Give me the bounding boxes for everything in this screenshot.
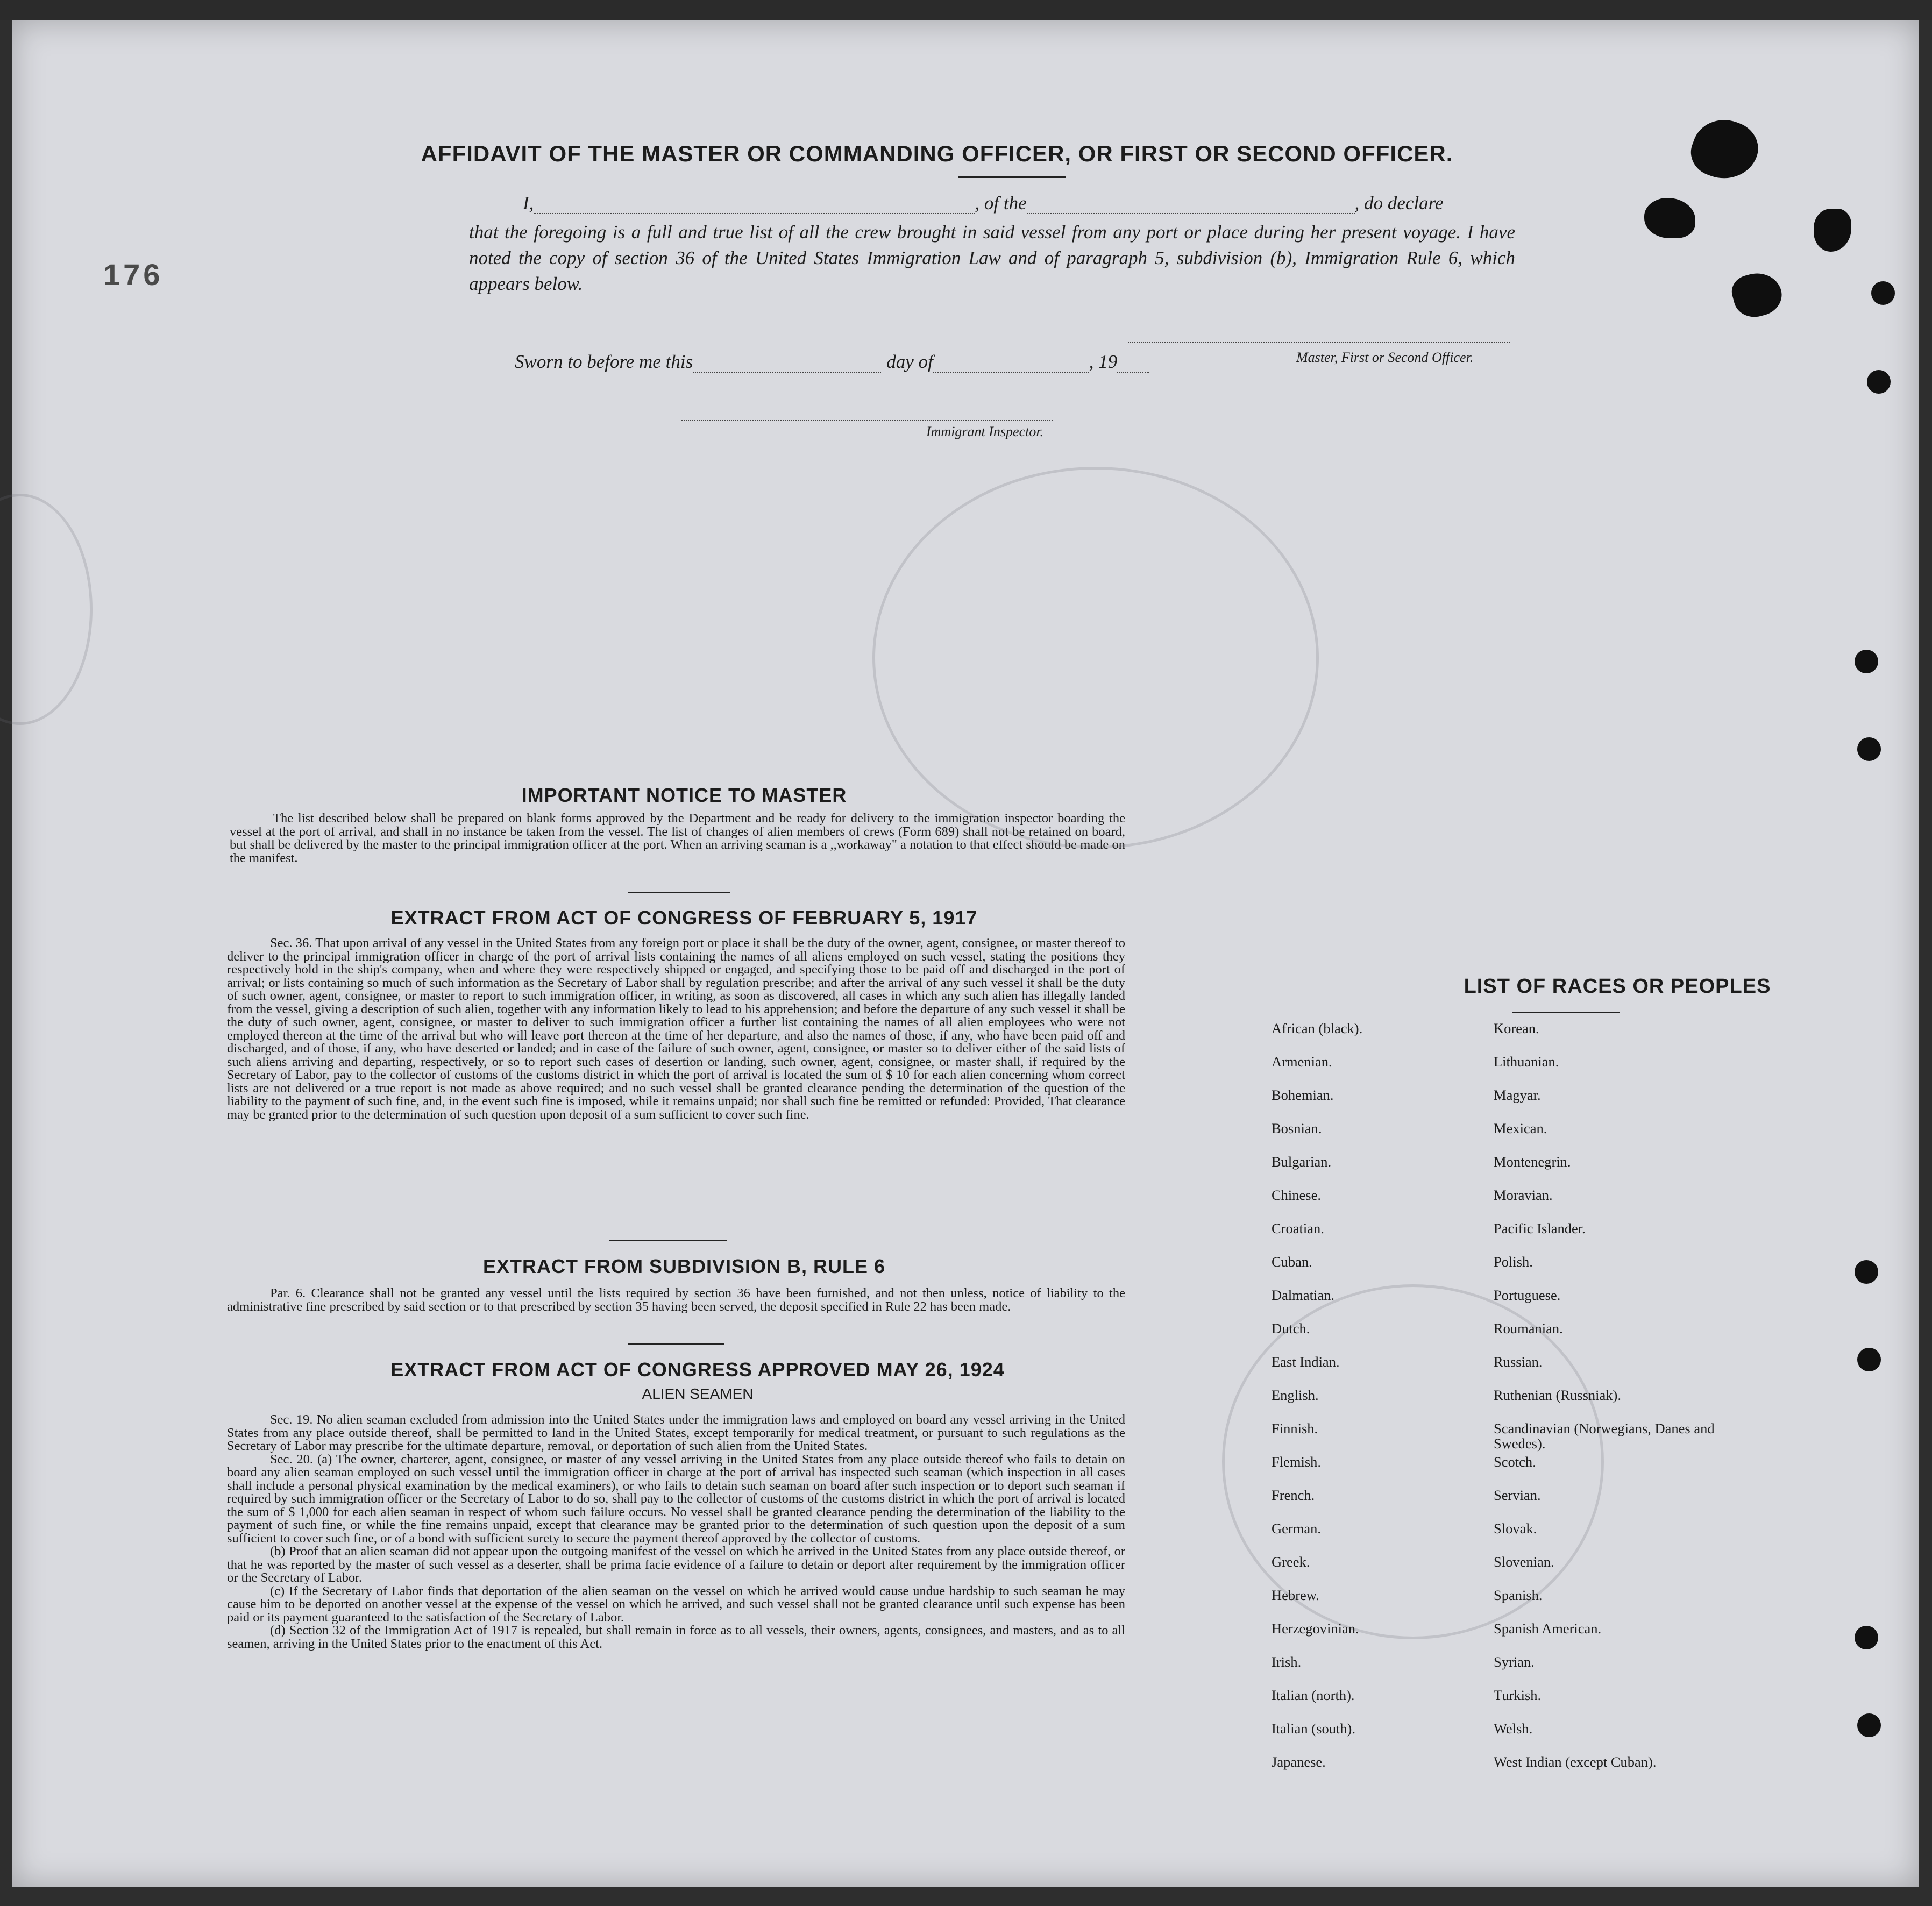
- race-item: Turkish.: [1494, 1687, 1542, 1703]
- race-item: Magyar.: [1494, 1087, 1541, 1103]
- sworn-date-blank[interactable]: [693, 372, 881, 373]
- race-item: Japanese.: [1272, 1754, 1326, 1770]
- scan-top-edge: [0, 0, 1932, 20]
- race-item: Dutch.: [1272, 1320, 1310, 1336]
- name-blank[interactable]: [534, 213, 975, 214]
- signature-line[interactable]: [1128, 322, 1510, 343]
- race-item: Scandinavian (Norwegians, Danes and Swedes).: [1494, 1420, 1715, 1452]
- section-20b-text: (b) Proof that an alien seaman did not appear upon the outgoing manifest of the vessel on which he arrived in the United States from any place outside thereof, or that he was reported by the master of such vessel as a deserter, shall be prima facie evidence of a failure to detain or deport after requirement by the immigration officer or the Secretary of Labor.: [227, 1544, 1125, 1585]
- race-item: Ruthenian (Russniak).: [1494, 1387, 1621, 1403]
- title-divider: [958, 176, 1066, 178]
- bleed-through-seal-left: [0, 494, 93, 725]
- race-item: Irish.: [1272, 1654, 1302, 1670]
- race-item: Korean.: [1494, 1020, 1539, 1036]
- notice-text: The list described below shall be prepared on blank forms approved by the Department and be ready for delivery to the immigration inspector boarding the vessel at the port of arrival, and shall in no instance be taken from the vessel. The list of changes of alien members of crews (Form 689) shall not be retained on board, but shall be delivered by the master to the principal immigration officer at the port. When an arriving seaman is a ,,workaway" a notation to that effect should be made on the manifest.: [230, 811, 1125, 865]
- race-item: Servian.: [1494, 1487, 1541, 1503]
- race-item: Portuguese.: [1494, 1287, 1561, 1303]
- rule-6-title: EXTRACT FROM SUBDIVISION B, RULE 6: [482, 1255, 886, 1277]
- inspector-caption: Immigrant Inspector.: [926, 424, 1044, 439]
- race-item: Bohemian.: [1272, 1087, 1334, 1103]
- race-item: West Indian (except Cuban).: [1494, 1754, 1657, 1770]
- race-item: Slovak.: [1494, 1520, 1537, 1537]
- race-item: Polish.: [1494, 1254, 1533, 1270]
- race-item: Russian.: [1494, 1354, 1543, 1370]
- race-item: Montenegrin.: [1494, 1154, 1571, 1170]
- race-item: Lithuanian.: [1494, 1054, 1559, 1070]
- affidavit-declaration-line: I, , of the , do declare: [523, 193, 1444, 214]
- race-item: Hebrew.: [1272, 1587, 1319, 1603]
- race-item: Italian (south).: [1272, 1720, 1356, 1737]
- race-item: French.: [1272, 1487, 1315, 1503]
- sworn-month-blank[interactable]: [933, 372, 1089, 373]
- race-item: Slovenian.: [1494, 1554, 1554, 1570]
- race-item: Chinese.: [1272, 1187, 1321, 1203]
- section-divider: [628, 892, 730, 893]
- race-item: English.: [1272, 1387, 1319, 1403]
- races-divider: [1512, 1012, 1620, 1013]
- race-item: Bosnian.: [1272, 1120, 1322, 1136]
- ink-blot: [1814, 209, 1851, 252]
- page-number: 176: [103, 258, 164, 291]
- binder-hole: [1871, 281, 1895, 305]
- ink-blot: [1685, 111, 1765, 188]
- race-item: Spanish.: [1494, 1587, 1543, 1603]
- race-item: Cuban.: [1272, 1254, 1312, 1270]
- section-divider: [628, 1343, 724, 1345]
- races-column-1: [1272, 1021, 1476, 1788]
- race-item: Syrian.: [1494, 1654, 1535, 1670]
- race-item: Spanish American.: [1494, 1620, 1602, 1637]
- ink-blot: [1644, 198, 1695, 238]
- race-item: German.: [1272, 1520, 1321, 1537]
- extract-1924-text: [227, 1413, 1125, 1651]
- race-item: Greek.: [1272, 1554, 1310, 1570]
- section-20d-text: (d) Section 32 of the Immigration Act of 1917 is repealed, but shall remain in force as to all vessels, their owners, agents, consignees, and masters, and as to all seamen, arriving in the United States prior to the enactment of this Act.: [227, 1623, 1125, 1651]
- rule-6-text: Par. 6. Clearance shall not be granted any vessel until the lists required by section 36 have been furnished, and not then unless, notice of liability to the administrative fine prescribed by said section or to that prescribed by section 35 having been served, the deposit specified in Rule 22 has been made.: [227, 1286, 1125, 1314]
- ink-blot: [1728, 268, 1786, 322]
- section-19-text: Sec. 19. No alien seaman excluded from admission into the United States under the immigration laws and employed on board any vessel arriving in the United States from any place outside thereof, shall be permitted to land in the United States, except temporarily for medical treatment, or pursuant to such regulations as the Secretary of Labor may prescribe for the ultimate departure, removal, or deportation of such alien from the United States.: [227, 1412, 1125, 1453]
- race-item: Italian (north).: [1272, 1687, 1355, 1703]
- race-item: Croatian.: [1272, 1220, 1324, 1236]
- race-item: African (black).: [1272, 1020, 1363, 1036]
- binder-hole: [1855, 650, 1878, 673]
- section-20c-text: (c) If the Secretary of Labor finds that deportation of the alien seaman on the vessel on which he arrived would cause undue hardship to such seaman he may cause him to be deported on another vessel at the expense of the vessel on which he arrived, and such vessel shall not be granted clearance until such expense has been paid or its payment guaranteed to the satisfaction of the Secretary of Labor.: [227, 1583, 1125, 1625]
- signature-caption: Master, First or Second Officer.: [1296, 350, 1474, 365]
- race-item: Bulgarian.: [1272, 1154, 1332, 1170]
- race-item: Finnish.: [1272, 1420, 1318, 1436]
- race-item: Herzegovinian.: [1272, 1620, 1359, 1637]
- section-divider: [609, 1240, 727, 1241]
- races-column-2: [1494, 1021, 1720, 1788]
- race-item: Flemish.: [1272, 1454, 1322, 1470]
- race-item: Pacific Islander.: [1494, 1220, 1586, 1236]
- notice-title: IMPORTANT NOTICE TO MASTER: [521, 784, 847, 806]
- race-item: Moravian.: [1494, 1187, 1553, 1203]
- race-item: Armenian.: [1272, 1054, 1332, 1070]
- binder-hole: [1855, 1626, 1878, 1649]
- extract-1917-title: EXTRACT FROM ACT OF CONGRESS OF FEBRUARY 5, 1917: [390, 907, 978, 929]
- binder-hole: [1857, 1348, 1881, 1371]
- affidavit-statement: that the foregoing is a full and true list of all the crew brought in said vessel from any port or place during her present voyage. I have noted the copy of section 36 of the United States Immigration Law and of paragraph 5, subdivision (b), Immigration Rule 6, which appears below.: [469, 222, 1515, 294]
- document-page: [12, 20, 1919, 1887]
- extract-1924-title: EXTRACT FROM ACT OF CONGRESS APPROVED MAY 26, 1924: [390, 1359, 1005, 1381]
- race-item: Dalmatian.: [1272, 1287, 1334, 1303]
- race-item: East Indian.: [1272, 1354, 1340, 1370]
- extract-1917-text: Sec. 36. That upon arrival of any vessel in the United States from any foreign port or place it shall be the duty of the owner, agent, consignee, or master thereof to deliver to the principal immigration officer in charge of the port of arrival lists containing the names of all aliens employed on such vessel, stating the positions they respectively hold in the ship's company, when and where they were respectively shipped or engaged, and specifying those to be paid off and discharged in the port of arrival; or lists containing so much of such information as the Secretary of Labor shall by regulation prescribe; and after the arrival of any such vessel it shall be the duty of such owner, agent, consignee, or master to report to such immigration officer, in writing, as soon as discovered, all cases in which any such alien has illegally landed from the vessel, giving a description of such alien, together with any information likely to lead to his apprehension; and before the departure of any such vessel it shall be the duty of such owner, agent, consignee, or master to deliver to such immigration officer a further list containing the names of all alien employees who were not employed thereon at the time of the arrival but who will leave port thereon at the time of her departure, and also the names of those, if any, who have been paid off and discharged, and of those, if any, who have deserted or landed; and in case of the failure of such owner, agent, consignee, or master so to deliver either of the said lists of such aliens arriving and departing, respectively, or so to report such cases of desertion or landing, such owner, agent, consignee, or master shall, if required by the Secretary of Labor, pay to the collector of customs of the customs district in which the port of arrival is located the sum of $ 10 for each alien concerning whom correct lists are not delivered or a true report is not made as above required; and no such vessel shall be granted clearance pending the determination of the question of the liability to the payment of such fine, and, in the event such fine is imposed, while it remains unpaid; nor shall such fine be remitted or refunded: Provided, That clearance may be granted prior to the determination of such question upon deposit of a sum sufficient to cover such fine.: [227, 936, 1125, 1122]
- alien-seamen-heading: ALIEN SEAMEN: [642, 1385, 754, 1402]
- races-title: LIST OF RACES OR PEOPLES: [1464, 975, 1771, 998]
- race-item: Welsh.: [1494, 1720, 1533, 1737]
- vessel-blank[interactable]: [1027, 213, 1355, 214]
- binder-hole: [1855, 1260, 1878, 1284]
- section-20a-text: Sec. 20. (a) The owner, charterer, agent, consignee, or master of any vessel arriving in the United States from any place outside thereof who fails to detain on board any alien seaman employed on such vessel until the immigration officer in charge at the port of arrival has inspected such seaman (which inspection in all cases shall include a personal physical examination by the medical examiners), or who fails to detain such seaman on board after such inspection or to deport such seaman if required by such immigration officer or the Secretary of Labor to do so, shall pay to the collector of customs of the customs district in which the port of arrival is located the sum of $ 1,000 for each alien seaman in respect of whom such failure occurs. No vessel shall be granted clearance pending the determination of the liability to the payment of such fine, or while the fine remains unpaid, except that clearance may be granted prior to the determination of such question upon the deposit of a sum sufficient to cover such fine, or of a bond with sufficient surety to secure the payment thereof approved by the collector of customs.: [227, 1452, 1125, 1546]
- binder-hole: [1857, 1713, 1881, 1737]
- binder-hole: [1857, 737, 1881, 761]
- race-item: Roumanian.: [1494, 1320, 1563, 1336]
- sworn-line: Sworn to before me this day of , 19: [515, 351, 1149, 373]
- race-item: Scotch.: [1494, 1454, 1536, 1470]
- race-item: Mexican.: [1494, 1120, 1547, 1136]
- sworn-year-blank[interactable]: [1117, 372, 1149, 373]
- affidavit-title: AFFIDAVIT OF THE MASTER OR COMMANDING OFFICER, OR FIRST OR SECOND OFFICER.: [421, 141, 1453, 166]
- binder-hole: [1867, 370, 1891, 394]
- inspector-signature-line[interactable]: [681, 400, 1053, 421]
